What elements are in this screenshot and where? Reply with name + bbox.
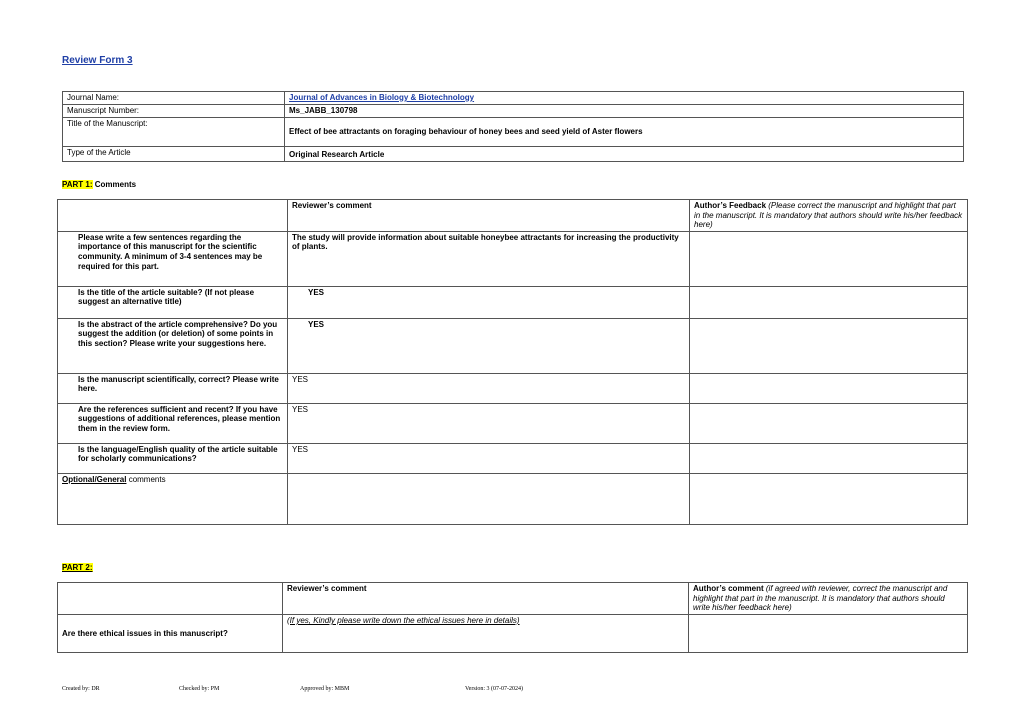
part1-heading (62, 180, 136, 190)
part1-label: PART 1: (62, 180, 93, 189)
question-1: Please write a few sentences regarding the importance of this manuscript for the scientific community. A minimum of 3-4 sentences may be required for this part. (58, 231, 288, 286)
reviewer-comment-2[interactable]: YES (288, 286, 690, 318)
part2-label: PART 2: (62, 563, 93, 572)
part2-author-header-bold: Author’s comment (693, 584, 764, 593)
author-feedback-4[interactable] (690, 373, 968, 403)
question-4: Is the manuscript scientifically, correct? Please write here. (58, 373, 288, 403)
part1-empty-header (58, 200, 288, 232)
optional-comments-label (58, 473, 288, 524)
part2-author-header-note: (if agreed with reviewer, correct the manuscript and highlight that part in the manuscript. It is mandatory that authors should write his/her feedback here) (693, 584, 948, 613)
part1-reviewer-header: Reviewer’s comment (288, 200, 690, 232)
manuscript-number-label: Manuscript Number: (63, 105, 285, 118)
article-type-label: Type of the Article (63, 146, 285, 161)
question-3: Is the abstract of the article comprehensive? Do you suggest the addition (or deletion) of some points in this section? Please write your suggestions here. (58, 318, 288, 373)
reviewer-optional-comment[interactable] (288, 473, 690, 524)
reviewer-comment-3[interactable]: YES (288, 318, 690, 373)
part1-table (57, 199, 968, 525)
journal-name-link[interactable]: Journal of Advances in Biology & Biotechnology (289, 93, 475, 102)
footer-checked-by: Checked by: PM (179, 686, 220, 692)
ethical-issues-author-comment[interactable] (689, 615, 968, 653)
footer-version: Version: 3 (07-07-2024) (465, 686, 523, 692)
part2-author-header (689, 583, 968, 615)
author-feedback-1[interactable] (690, 231, 968, 286)
optional-comments-text: comments (126, 474, 166, 484)
part2-reviewer-header: Reviewer’s comment (283, 583, 689, 615)
form-title: Review Form 3 (62, 55, 133, 66)
part1-heading-text: Comments (92, 180, 137, 189)
question-2: Is the title of the article suitable? (If not please suggest an alternative title) (58, 286, 288, 318)
part1-author-header-bold: Author’s Feedback (694, 201, 767, 210)
author-feedback-2[interactable] (690, 286, 968, 318)
part2-heading (62, 563, 93, 573)
reviewer-comment-6[interactable]: YES (288, 443, 690, 473)
reviewer-comment-5[interactable]: YES (288, 403, 690, 443)
article-type-value: Original Research Article (285, 146, 964, 161)
author-feedback-6[interactable] (690, 443, 968, 473)
reviewer-comment-4[interactable]: YES (288, 373, 690, 403)
question-5: Are the references sufficient and recent? If you have suggestions of additional references, please mention them in the review form. (58, 403, 288, 443)
manuscript-title-label: Title of the Manuscript: (63, 117, 285, 146)
footer-created-by: Created by: DR (62, 686, 100, 692)
reviewer-comment-1[interactable]: The study will provide information about suitable honeybee attractants for increasing the productivity of plants. (288, 231, 690, 286)
question-6: Is the language/English quality of the article suitable for scholarly communications? (58, 443, 288, 473)
author-optional-feedback[interactable] (690, 473, 968, 524)
footer-approved-by: Approved by: MBM (300, 686, 350, 692)
optional-general-text: Optional/General (62, 474, 127, 484)
part2-table (57, 582, 968, 653)
manuscript-title-value: Effect of bee attractants on foraging behaviour of honey bees and seed yield of Aster flowers (285, 117, 964, 146)
ethical-issues-reviewer-comment[interactable] (283, 615, 689, 653)
author-feedback-5[interactable] (690, 403, 968, 443)
author-feedback-3[interactable] (690, 318, 968, 373)
manuscript-number-value: Ms_JABB_130798 (285, 105, 964, 118)
part2-empty-header (58, 583, 283, 615)
journal-name-label: Journal Name: (63, 92, 285, 105)
ethical-issues-question: Are there ethical issues in this manuscript? (58, 615, 283, 653)
ethical-issues-hint: (If yes, Kindly please write down the ethical issues here in details) (287, 616, 520, 625)
manuscript-info-table (62, 91, 964, 162)
part1-author-header-note: (Please correct the manuscript and highlight that part in the manuscript. It is mandatory that authors should write his/her feedback here) (694, 201, 963, 230)
part1-author-header (690, 200, 968, 232)
